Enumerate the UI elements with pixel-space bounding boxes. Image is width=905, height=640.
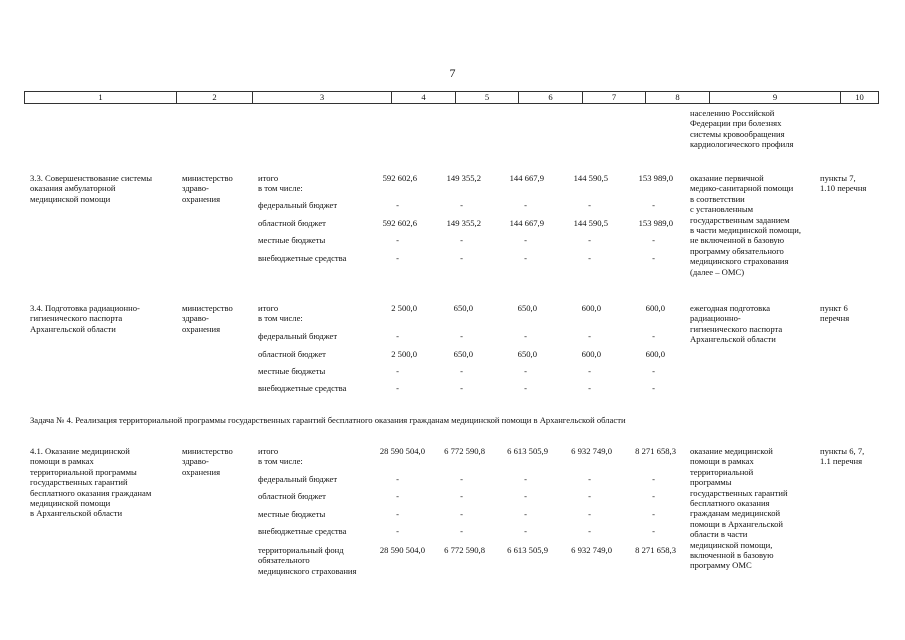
value-cell: - — [396, 366, 399, 376]
value-cell: 600,0 — [645, 349, 665, 359]
value-cell: 592 602,6 — [382, 173, 417, 183]
activity-3-4: 3.4. Подготовка радиационно- гигиенического паспорта Архангельской области — [30, 303, 140, 334]
value-cell: 650,0 — [517, 349, 537, 359]
value-cell: - — [460, 366, 463, 376]
value-cell: - — [524, 253, 527, 263]
source-3-3-extra: внебюджетные средства — [258, 253, 347, 263]
source-4-1-extra: внебюджетные средства — [258, 526, 347, 536]
source-4-1-regional: областной бюджет — [258, 491, 326, 501]
value-cell: - — [396, 383, 399, 393]
value-cell: - — [460, 331, 463, 341]
value-cell: - — [524, 383, 527, 393]
source-3-4-extra: внебюджетные средства — [258, 383, 347, 393]
value-cell: - — [396, 235, 399, 245]
value-cell: 144 667,9 — [509, 218, 544, 228]
value-cell: - — [588, 366, 591, 376]
value-cell: 6 932 749,0 — [571, 446, 612, 456]
header-col-8: 8 — [646, 92, 710, 103]
value-cell: - — [396, 200, 399, 210]
value-cell: - — [460, 509, 463, 519]
value-cell: - — [652, 253, 655, 263]
value-cell: 6 613 505,9 — [507, 446, 548, 456]
header-col-5: 5 — [456, 92, 519, 103]
executor-3-3: министерство здраво- охранения — [182, 173, 233, 204]
header-col-1: 1 — [25, 92, 177, 103]
value-cell: 592 602,6 — [382, 218, 417, 228]
value-cell: - — [588, 331, 591, 341]
header-col-9: 9 — [710, 92, 841, 103]
value-cell: - — [652, 383, 655, 393]
value-cell: - — [652, 509, 655, 519]
value-cell: 650,0 — [517, 303, 537, 313]
value-cell: - — [652, 200, 655, 210]
value-cell: - — [652, 474, 655, 484]
executor-4-1: министерство здраво- охранения — [182, 446, 233, 477]
header-col-7: 7 — [583, 92, 646, 103]
value-cell: - — [460, 200, 463, 210]
source-4-1-tfoms: территориальный фонд обязательного медицинского страхования — [258, 545, 357, 576]
value-cell: - — [396, 474, 399, 484]
header-col-10: 10 — [855, 92, 864, 102]
value-cell: - — [588, 383, 591, 393]
value-cell: - — [588, 491, 591, 501]
points-3-4: пункт 6 перечня — [820, 303, 850, 324]
value-cell: 6 772 590,8 — [444, 545, 485, 555]
source-4-1-total: итого в том числе: — [258, 446, 303, 467]
value-cell: - — [396, 491, 399, 501]
value-cell: - — [588, 253, 591, 263]
value-cell: 8 271 658,3 — [635, 545, 676, 555]
value-cell: - — [588, 509, 591, 519]
source-3-4-federal: федеральный бюджет — [258, 331, 338, 341]
source-3-4-regional: областной бюджет — [258, 349, 326, 359]
source-3-3-regional: областной бюджет — [258, 218, 326, 228]
value-cell: - — [588, 200, 591, 210]
result-3-3: оказание первичной медико-санитарной помощи в соответствии с установленным государственным заданием в части медицинской помощи, не включенной в базовую программу обязательного медицинского страхования (далее – ОМС) — [690, 173, 801, 277]
value-cell: 144 590,5 — [573, 218, 608, 228]
activity-4-1: 4.1. Оказание медицинской помощи в рамках территориальной программы государственных гарантий бесплатного оказания гражданам медицинской помощи в Архангельской области — [30, 446, 152, 519]
value-cell: - — [396, 526, 399, 536]
source-3-3-federal: федеральный бюджет — [258, 200, 338, 210]
value-cell: 650,0 — [453, 349, 473, 359]
value-cell: - — [524, 366, 527, 376]
value-cell: - — [652, 235, 655, 245]
source-4-1-local: местные бюджеты — [258, 509, 326, 519]
value-cell: 6 613 505,9 — [507, 545, 548, 555]
value-cell: - — [652, 491, 655, 501]
header-col-4: 4 — [392, 92, 456, 103]
value-cell: 144 590,5 — [573, 173, 608, 183]
value-cell: 149 355,2 — [446, 173, 481, 183]
header-col-2: 2 — [177, 92, 253, 103]
value-cell: - — [460, 474, 463, 484]
value-cell: 2 500,0 — [391, 303, 417, 313]
value-cell: - — [460, 383, 463, 393]
value-cell: - — [524, 509, 527, 519]
source-3-4-local: местные бюджеты — [258, 366, 326, 376]
value-cell: - — [524, 526, 527, 536]
result-3-4: ежегодная подготовка радиационно- гигиенического паспорта Архангельской области — [690, 303, 783, 345]
page-number: 7 — [449, 66, 456, 80]
value-cell: - — [652, 526, 655, 536]
value-cell: - — [396, 253, 399, 263]
value-cell: - — [524, 491, 527, 501]
source-3-3-local: местные бюджеты — [258, 235, 326, 245]
value-cell: - — [652, 331, 655, 341]
value-cell: 600,0 — [581, 303, 601, 313]
value-cell: 28 590 504,0 — [379, 545, 425, 555]
points-4-1: пункты 6, 7, 1.1 перечня — [820, 446, 865, 467]
header-col-3: 3 — [253, 92, 392, 103]
value-cell: - — [460, 491, 463, 501]
value-cell: - — [460, 235, 463, 245]
value-cell: - — [652, 366, 655, 376]
carry-over-result: населению Российской Федерации при болезнях системы кровообращения кардиологического профиля — [690, 108, 794, 150]
value-cell: 8 271 658,3 — [635, 446, 676, 456]
value-cell: - — [460, 253, 463, 263]
table-header — [24, 91, 879, 104]
value-cell: 153 989,0 — [638, 218, 673, 228]
value-cell: - — [524, 474, 527, 484]
value-cell: - — [396, 331, 399, 341]
value-cell: 2 500,0 — [391, 349, 417, 359]
value-cell: 600,0 — [645, 303, 665, 313]
executor-3-4: министерство здраво- охранения — [182, 303, 233, 334]
value-cell: 6 932 749,0 — [571, 545, 612, 555]
value-cell: - — [524, 200, 527, 210]
value-cell: 153 989,0 — [638, 173, 673, 183]
task-4-title: Задача № 4. Реализация территориальной программы государственных гарантий бесплатного оказания гражданам медицинской помощи в Архангельской области — [30, 415, 626, 425]
value-cell: 6 772 590,8 — [444, 446, 485, 456]
header-col-6: 6 — [519, 92, 583, 103]
points-3-3: пункты 7, 1.10 перечня — [820, 173, 867, 194]
value-cell: - — [588, 474, 591, 484]
source-3-3-total: итого в том числе: — [258, 173, 303, 194]
value-cell: 149 355,2 — [446, 218, 481, 228]
value-cell: 28 590 504,0 — [379, 446, 425, 456]
value-cell: - — [524, 235, 527, 245]
result-4-1: оказание медицинской помощи в рамках территориальной программы государственных гарантий бесплатного оказания гражданам медицинской помощи в Архангельской области в части медицинской помощи, включенной в базовую программу ОМС — [690, 446, 788, 571]
source-3-4-total: итого в том числе: — [258, 303, 303, 324]
source-4-1-federal: федеральный бюджет — [258, 474, 338, 484]
value-cell: 144 667,9 — [509, 173, 544, 183]
value-cell: 650,0 — [453, 303, 473, 313]
value-cell: - — [396, 509, 399, 519]
value-cell: - — [524, 331, 527, 341]
activity-3-3: 3.3. Совершенствование системы оказания амбулаторной медицинской помощи — [30, 173, 153, 204]
value-cell: - — [588, 526, 591, 536]
value-cell: 600,0 — [581, 349, 601, 359]
value-cell: - — [588, 235, 591, 245]
value-cell: - — [460, 526, 463, 536]
